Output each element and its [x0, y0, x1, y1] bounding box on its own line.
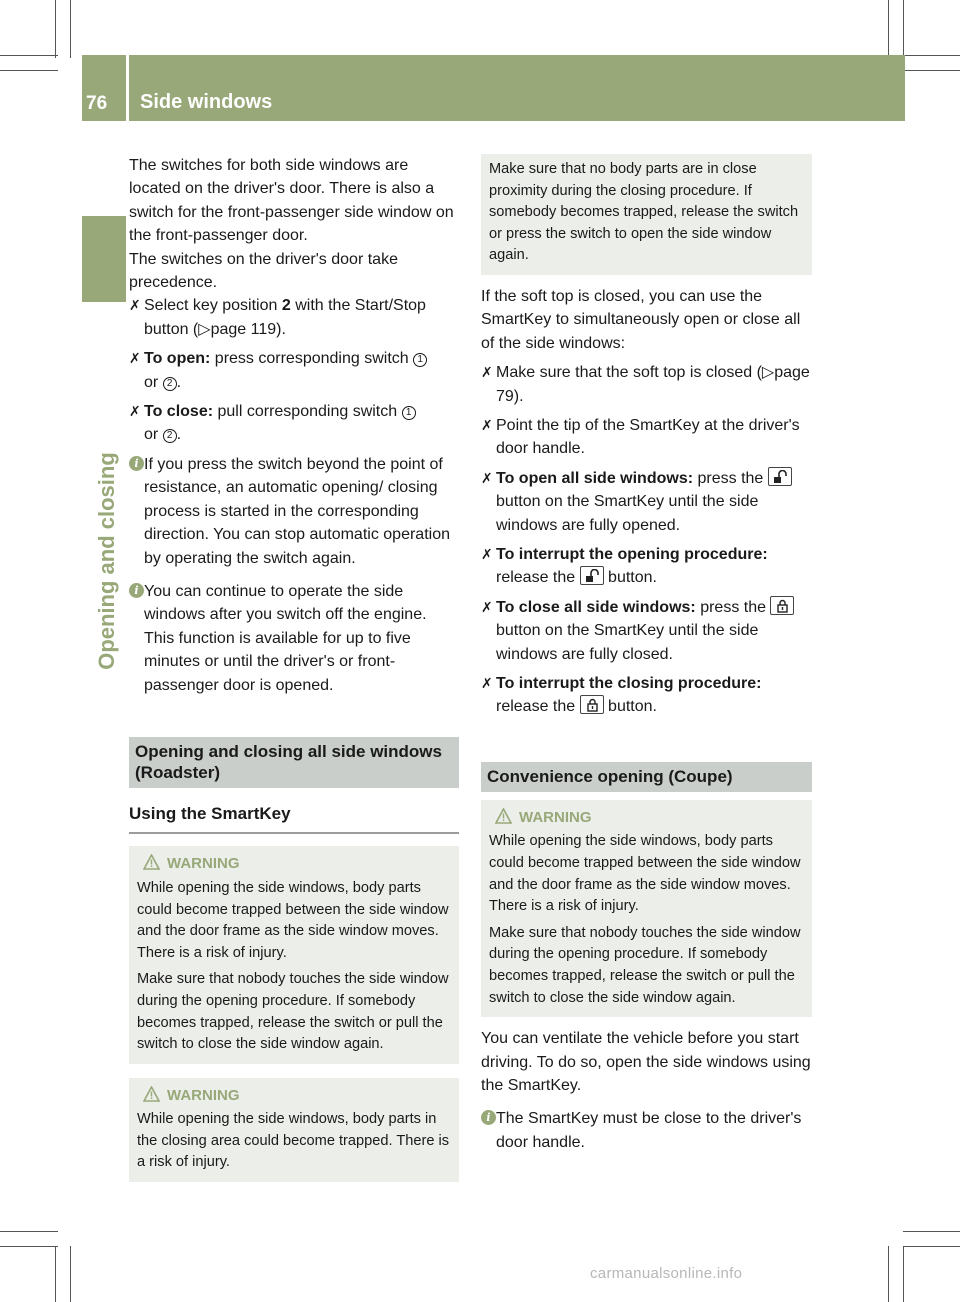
- page-number: 76: [86, 93, 108, 114]
- warning-triangle-icon: [495, 808, 512, 824]
- crop-mark: [70, 0, 71, 58]
- instruction-arrow-icon: ✗: [481, 417, 493, 433]
- warning-text: Make sure that nobody touches the side window during the opening procedure. If somebody becomes trapped, release the switch or pull the switch to close the side window again.: [137, 971, 449, 1053]
- info-icon: i: [129, 456, 144, 471]
- page-ref-triangle-icon: ▷: [761, 364, 775, 382]
- subsection-heading: Using the SmartKey: [129, 802, 459, 834]
- lock-icon: [580, 695, 604, 714]
- crop-mark: [903, 0, 904, 58]
- info-note: i The SmartKey must be close to the driver's door handle.: [481, 1107, 812, 1154]
- section-heading: Opening and closing all side windows (Roadster): [129, 737, 459, 788]
- page-reference-link[interactable]: page 79).: [496, 364, 810, 405]
- callout-1-icon: 1: [413, 353, 427, 367]
- instruction-arrow-icon: ✗: [481, 469, 493, 486]
- crop-mark: [903, 70, 960, 71]
- intro-paragraph: The switches for both side windows are located on the driver's door. There is also a switch for the front-passenger side window on the front-passenger door.: [129, 157, 454, 245]
- warning-text: Make sure that nobody touches the side window during the opening procedure. If somebody becomes trapped, release the switch or pull the switch to close the side window again.: [489, 924, 801, 1006]
- watermark: carmanualsonline.info: [590, 1265, 743, 1282]
- unlock-icon: [768, 467, 792, 486]
- warning-text: While opening the side windows, body parts could become trapped between the side window and the door frame as the side window moves. There is a risk of injury.: [137, 879, 449, 961]
- instruction-arrow-icon: ✗: [129, 403, 141, 420]
- crop-mark: [888, 0, 889, 58]
- warning-box: [129, 846, 459, 1063]
- lock-icon: [770, 596, 794, 615]
- info-icon: i: [129, 583, 144, 598]
- instruction-arrow-icon: ✗: [481, 598, 493, 615]
- info-icon: i: [481, 1110, 496, 1125]
- instruction-step: ✗ Make sure that the soft top is closed (▷page 79).: [481, 361, 812, 408]
- chapter-label: Opening and closing: [94, 452, 119, 670]
- warning-triangle-icon: [143, 854, 160, 870]
- crop-mark: [55, 0, 56, 58]
- instruction-step: ✗ Select key position 2 with the Start/Stop button (▷page 119).: [129, 294, 459, 341]
- crop-mark: [888, 1246, 889, 1302]
- section-title: Side windows: [140, 91, 273, 113]
- softtop-paragraph: If the soft top is closed, you can use the SmartKey to simultaneously open or close all of the side windows:: [481, 287, 801, 352]
- warning-heading: WARNING: [137, 853, 452, 875]
- warning-text: Make sure that no body parts are in close proximity during the closing procedure. If somebody becomes trapped, release the switch or press the switch to open the side window again.: [489, 161, 799, 264]
- instruction-step: ✗ To open all side windows: press the button on the SmartKey until the side windows are fully opened.: [481, 467, 812, 537]
- callout-2-icon: 2: [163, 377, 177, 391]
- crop-mark: [0, 1246, 58, 1247]
- instruction-step: ✗ Point the tip of the SmartKey at the driver's door handle.: [481, 414, 812, 461]
- crop-mark: [903, 1246, 904, 1302]
- warning-triangle-icon: [143, 1086, 160, 1102]
- callout-1-icon: 1: [402, 406, 416, 420]
- instruction-arrow-icon: ✗: [129, 350, 141, 367]
- crop-mark: [0, 70, 58, 71]
- instruction-step: ✗ To close: pull corresponding switch 1 or 2 .: [129, 400, 459, 447]
- crop-mark: [0, 55, 58, 56]
- chapter-tab: [82, 216, 126, 302]
- ventilate-paragraph: You can ventilate the vehicle before you start driving. To do so, open the side windows using the SmartKey.: [481, 1030, 811, 1095]
- right-column: [481, 154, 812, 1154]
- warning-box: [481, 800, 812, 1017]
- warning-text: While opening the side windows, body parts could become trapped between the side window and the door frame as the side window moves. There is a risk of injury.: [489, 833, 801, 915]
- page-ref-triangle-icon: ▷: [198, 320, 211, 338]
- info-note: i If you press the switch beyond the point of resistance, an automatic opening/ closing process is started in the corresponding direction. You can stop automatic operation by operating the switch again.: [129, 453, 459, 570]
- instruction-step: ✗ To interrupt the opening procedure: release the button.: [481, 543, 812, 590]
- warning-text: While opening the side windows, body parts in the closing area could become trapped. There is a risk of injury.: [137, 1111, 450, 1171]
- crop-mark: [903, 1231, 960, 1232]
- precedence-paragraph: The switches on the driver's door take precedence.: [129, 250, 398, 292]
- callout-2-icon: 2: [163, 429, 177, 443]
- page-reference-link[interactable]: page 119).: [210, 320, 286, 338]
- warning-box-continued: [481, 154, 812, 275]
- warning-heading: WARNING: [489, 807, 805, 829]
- crop-mark: [903, 55, 960, 56]
- instruction-arrow-icon: ✗: [129, 297, 141, 314]
- section-heading: Convenience opening (Coupe): [481, 762, 812, 792]
- unlock-icon: [580, 566, 604, 585]
- crop-mark: [70, 1246, 71, 1302]
- instruction-step: ✗ To interrupt the closing procedure: release the button.: [481, 672, 812, 719]
- crop-mark: [0, 1231, 58, 1232]
- left-column: [129, 154, 459, 1182]
- header-separator: [126, 55, 129, 121]
- instruction-step: ✗ To close all side windows: press the button on the SmartKey until the side windows are fully closed.: [481, 596, 812, 666]
- instruction-arrow-icon: ✗: [481, 546, 493, 563]
- crop-mark: [903, 1246, 960, 1247]
- info-note: i You can continue to operate the side windows after you switch off the engine. This function is available for up to five minutes or until the driver's or front-passenger door is opened.: [129, 580, 459, 697]
- instruction-step: ✗ To open: press corresponding switch 1 or 2 .: [129, 347, 459, 394]
- crop-mark: [55, 1246, 56, 1302]
- warning-heading: WARNING: [137, 1085, 452, 1107]
- warning-box: [129, 1078, 459, 1182]
- instruction-arrow-icon: ✗: [481, 675, 493, 692]
- instruction-arrow-icon: ✗: [481, 364, 493, 381]
